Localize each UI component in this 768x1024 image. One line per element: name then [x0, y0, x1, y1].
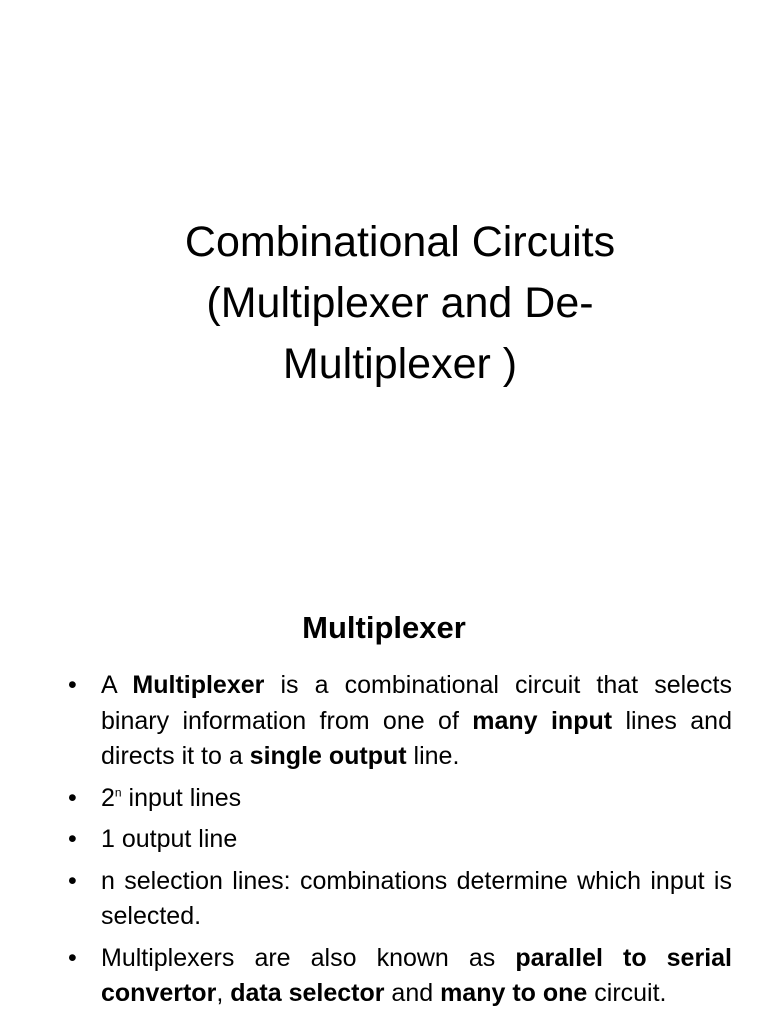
- bullet-item-also-known-as: [64, 941, 732, 1012]
- bullet-item-selection-lines: [64, 864, 732, 935]
- bullet-bold-text: Multiplexer: [132, 671, 265, 699]
- bullet-text: and: [384, 979, 441, 1007]
- superscript-n: n: [114, 785, 122, 800]
- bullet-text: is a combinational circuit that selects binary information from one of: [101, 671, 732, 735]
- slide-title-line-1: Combinational Circuits: [184, 218, 616, 266]
- bullet-item-definition: [64, 668, 732, 775]
- bullet-item-output-line: [64, 822, 732, 858]
- bullet-bold-text: single output: [249, 742, 407, 770]
- bullet-text: Multiplexers are also known as: [101, 943, 516, 972]
- bullet-bold-text: many to one: [440, 979, 588, 1007]
- bullet-bold-text: many input: [472, 706, 613, 735]
- bullet-bold-text: parallel to serial convertor: [101, 943, 732, 1007]
- bullet-item-input-lines: [64, 781, 732, 817]
- bullet-text: circuit.: [587, 979, 667, 1007]
- bullet-text: 1 output line: [101, 825, 238, 853]
- bullet-text: line.: [406, 742, 460, 770]
- bullet-text: 2: [101, 783, 115, 812]
- bullet-text: input lines: [121, 783, 242, 812]
- content-slide: [0, 576, 768, 1024]
- section-heading: Multiplexer: [302, 610, 466, 645]
- bullet-text: ,: [216, 979, 231, 1007]
- slide-title-line-2: (Multiplexer and De-: [206, 279, 594, 327]
- slide-title: [80, 212, 720, 395]
- bullet-text: A: [101, 671, 133, 699]
- bullet-text: n selection lines: combinations determine which input is selected.: [101, 866, 732, 930]
- bullet-list: [64, 668, 732, 1018]
- bullet-text: lines and directs it to a: [101, 706, 732, 770]
- bullet-bold-text: data selector: [230, 979, 385, 1007]
- slide-title-line-3: Multiplexer ): [282, 340, 518, 388]
